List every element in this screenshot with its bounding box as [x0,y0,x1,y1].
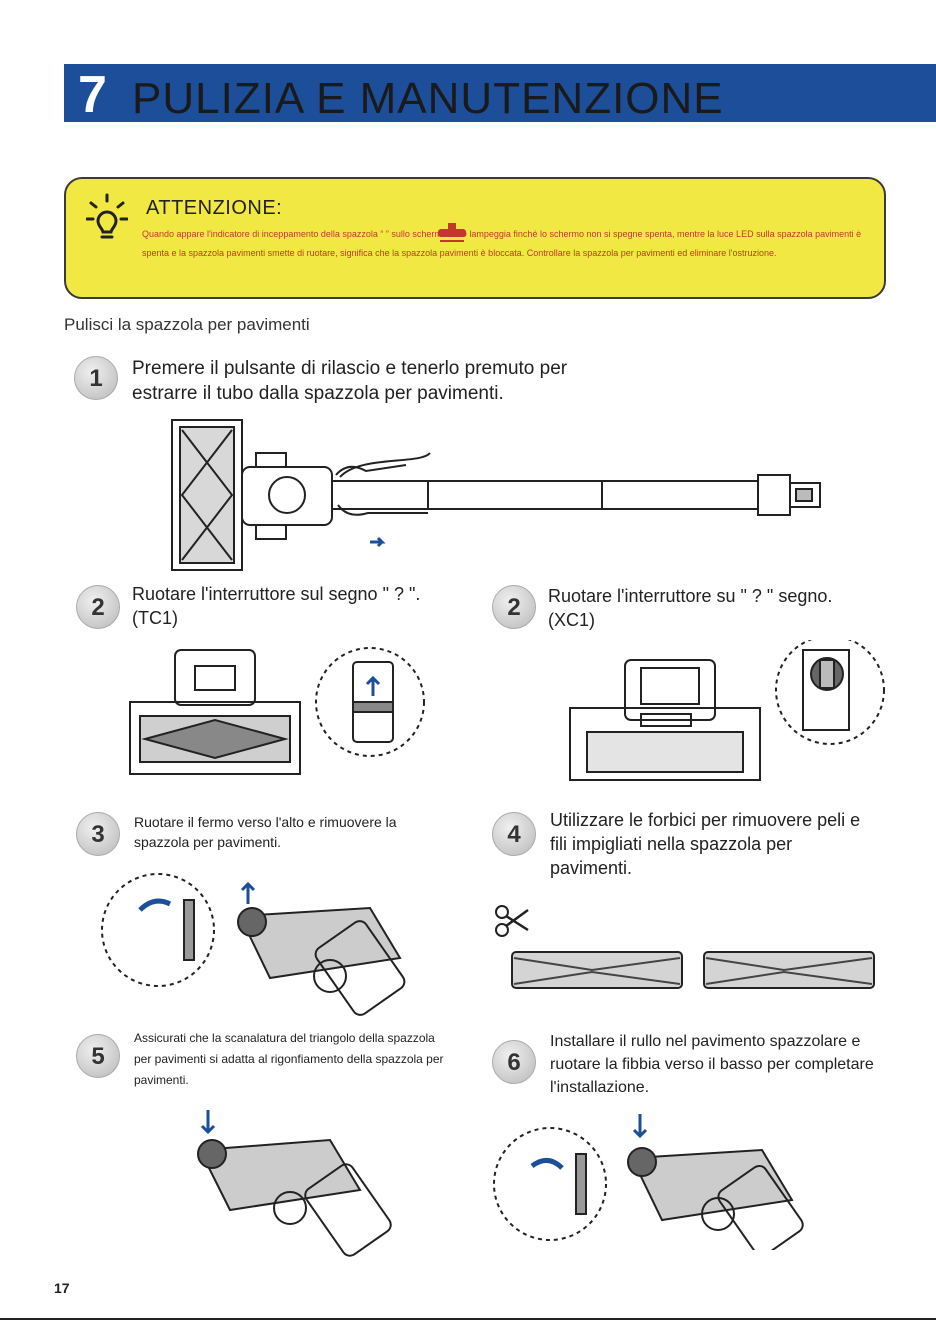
lightbulb-icon [86,193,128,243]
section-subtitle: Pulisci la spazzola per pavimenti [64,315,310,334]
step-1-text: Premere il pulsante di rilascio e tenerlo premuto per estrarre il tubo dalla spazzola per pavimenti. [132,358,568,404]
step-2-left-text: Ruotare l'interruttore sul segno " ? ".(TC1) [132,584,421,628]
step-badge-4: 4 [492,812,536,856]
step-2-right-text: Ruotare l'interruttore su " ? " segno.(XC1) [548,586,833,630]
cut-hair-brush-illustration [492,900,882,995]
step-badge-5: 5 [76,1034,120,1078]
section-title: PULIZIA E MANUTENZIONE [132,74,724,123]
insert-brush-roll-illustration [180,1100,420,1260]
floor-brush-switch-xc1-illustration [565,640,885,785]
step-badge-2-right: 2 [492,585,536,629]
warning-title: ATTENZIONE: [146,197,283,219]
page-number: 17 [54,1280,70,1296]
remove-brush-roll-illustration [100,868,460,1018]
vacuum-release-illustration [160,415,840,575]
section-number: 7 [78,66,107,124]
step-5-text: Assicurati che la scanalatura del triangolo della spazzola per pavimenti si adatta al rigonfiamento della spazzola per pavimenti. [134,1031,444,1087]
warning-box [64,177,886,299]
step-3-text: Ruotare il fermo verso l'alto e rimuovere la spazzola per pavimenti. [134,814,397,850]
step-badge-6: 6 [492,1040,536,1084]
warning-text: Quando appare l'indicatore di inceppamento della spazzola “ ” sullo schermo LED lampeggia finché lo schermo non si spegne spenta, mentre la luce LED sulla spazzola pavimenti è spenta e la spazzola pavimenti smette di ruotare, significa che la spazzola pavimenti è bloccata. Controllare la spazzola per pavimenti ed eliminare l'ostruzione. [142,229,862,258]
step-badge-3: 3 [76,812,120,856]
lock-buckle-illustration [492,1110,852,1250]
bottom-rule [0,1318,936,1320]
floor-brush-switch-tc1-illustration [125,640,425,780]
step-badge-1: 1 [74,356,118,400]
step-4-text: Utilizzare le forbici per rimuovere peli e fili impigliati nella spazzola per pavimenti. [550,810,861,878]
step-badge-2-left: 2 [76,585,120,629]
step-6-text: Installare il rullo nel pavimento spazzolare e ruotare la fibbia verso il basso per completare l'installazione. [550,1033,874,1096]
